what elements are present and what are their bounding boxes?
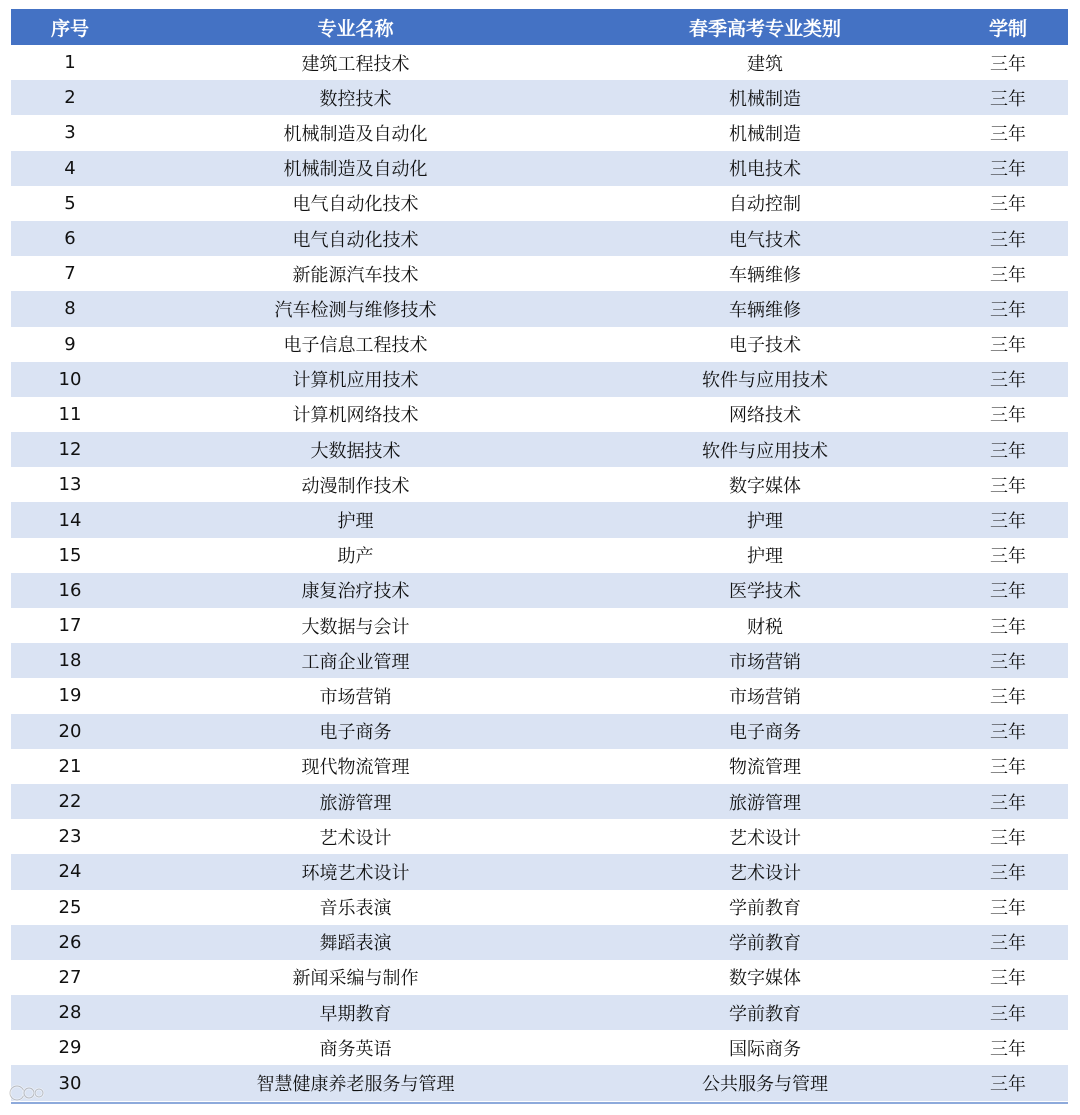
cell-duration: 三年 [948,854,1068,889]
cell-index: 27 [11,960,129,995]
cell-exam-category: 数字媒体 [582,467,948,502]
table-row [11,608,1068,643]
cell-exam-category: 数字媒体 [582,960,948,995]
table-row [11,80,1068,115]
header-major-name: 专业名称 [129,9,582,45]
cell-major-name: 电子信息工程技术 [129,327,582,362]
cell-index: 3 [11,115,129,150]
table-row [11,890,1068,925]
cell-major-name: 汽车检测与维修技术 [129,291,582,326]
cell-index: 14 [11,502,129,537]
table-row [11,186,1068,221]
cell-major-name: 机械制造及自动化 [129,151,582,186]
cell-major-name: 旅游管理 [129,784,582,819]
table-row [11,327,1068,362]
cell-duration: 三年 [948,221,1068,256]
cell-duration: 三年 [948,80,1068,115]
table-row [11,960,1068,995]
cell-major-name: 早期教育 [129,995,582,1030]
cell-exam-category: 软件与应用技术 [582,362,948,397]
cell-duration: 三年 [948,1030,1068,1065]
cell-exam-category: 机械制造 [582,80,948,115]
cell-major-name: 康复治疗技术 [129,573,582,608]
table-row [11,573,1068,608]
cell-index: 17 [11,608,129,643]
cell-index: 1 [11,45,129,80]
cell-index: 25 [11,890,129,925]
cell-exam-category: 学前教育 [582,925,948,960]
cell-major-name: 电气自动化技术 [129,186,582,221]
header-index: 序号 [11,9,129,45]
cell-duration: 三年 [948,467,1068,502]
cell-exam-category: 电气技术 [582,221,948,256]
cell-major-name: 助产 [129,538,582,573]
cell-major-name: 现代物流管理 [129,749,582,784]
cell-exam-category: 电子技术 [582,327,948,362]
cell-index: 19 [11,678,129,713]
cell-major-name: 环境艺术设计 [129,854,582,889]
cell-index: 5 [11,186,129,221]
header-exam-category: 春季高考专业类别 [582,9,948,45]
table-row [11,995,1068,1030]
cell-exam-category: 学前教育 [582,890,948,925]
cell-major-name: 电气自动化技术 [129,221,582,256]
cell-exam-category: 学前教育 [582,995,948,1030]
cell-exam-category: 医学技术 [582,573,948,608]
cell-duration: 三年 [948,573,1068,608]
cell-exam-category: 自动控制 [582,186,948,221]
cell-exam-category: 国际商务 [582,1030,948,1065]
cell-major-name: 计算机应用技术 [129,362,582,397]
cell-duration: 三年 [948,678,1068,713]
cell-duration: 三年 [948,1065,1068,1100]
cell-duration: 三年 [948,432,1068,467]
table-row [11,45,1068,80]
header-duration: 学制 [948,9,1068,45]
cell-major-name: 计算机网络技术 [129,397,582,432]
cell-duration: 三年 [948,643,1068,678]
cell-major-name: 舞蹈表演 [129,925,582,960]
cell-duration: 三年 [948,890,1068,925]
cell-index: 2 [11,80,129,115]
cell-duration: 三年 [948,186,1068,221]
cell-duration: 三年 [948,819,1068,854]
cell-major-name: 大数据技术 [129,432,582,467]
table-row [11,1065,1068,1100]
majors-table [11,9,1068,1101]
cell-exam-category: 旅游管理 [582,784,948,819]
cell-major-name: 新能源汽车技术 [129,256,582,291]
cell-duration: 三年 [948,327,1068,362]
cell-index: 23 [11,819,129,854]
cell-major-name: 动漫制作技术 [129,467,582,502]
cell-exam-category: 建筑 [582,45,948,80]
cell-duration: 三年 [948,749,1068,784]
table-body [11,45,1068,1101]
cell-exam-category: 护理 [582,502,948,537]
cell-major-name: 智慧健康养老服务与管理 [129,1065,582,1100]
cell-exam-category: 护理 [582,538,948,573]
table-row [11,291,1068,326]
cell-index: 21 [11,749,129,784]
cell-duration: 三年 [948,714,1068,749]
cell-duration: 三年 [948,502,1068,537]
table-header-row [11,9,1068,45]
cell-exam-category: 网络技术 [582,397,948,432]
table-row [11,819,1068,854]
table-row [11,397,1068,432]
cell-major-name: 数控技术 [129,80,582,115]
cell-index: 12 [11,432,129,467]
table-row [11,678,1068,713]
cell-index: 11 [11,397,129,432]
cell-exam-category: 电子商务 [582,714,948,749]
table-row [11,643,1068,678]
cell-index: 22 [11,784,129,819]
cell-index: 8 [11,291,129,326]
cell-exam-category: 物流管理 [582,749,948,784]
cell-exam-category: 市场营销 [582,643,948,678]
cell-duration: 三年 [948,960,1068,995]
cell-index: 13 [11,467,129,502]
cell-index: 24 [11,854,129,889]
cell-duration: 三年 [948,291,1068,326]
table-row [11,784,1068,819]
cell-exam-category: 车辆维修 [582,291,948,326]
table-row [11,432,1068,467]
table-row [11,221,1068,256]
table-bottom-rule [11,1102,1068,1104]
cell-major-name: 新闻采编与制作 [129,960,582,995]
cell-index: 18 [11,643,129,678]
cell-major-name: 建筑工程技术 [129,45,582,80]
cell-duration: 三年 [948,362,1068,397]
cell-major-name: 电子商务 [129,714,582,749]
table-row [11,151,1068,186]
cell-major-name: 机械制造及自动化 [129,115,582,150]
table-row [11,749,1068,784]
cell-duration: 三年 [948,115,1068,150]
cell-index: 9 [11,327,129,362]
table-row [11,925,1068,960]
table-row [11,854,1068,889]
cell-exam-category: 财税 [582,608,948,643]
cell-index: 30 [11,1065,129,1100]
cell-index: 26 [11,925,129,960]
majors-table-container [11,9,1068,1101]
table-row [11,538,1068,573]
cell-major-name: 市场营销 [129,678,582,713]
cell-duration: 三年 [948,151,1068,186]
cell-index: 15 [11,538,129,573]
cell-index: 16 [11,573,129,608]
cell-index: 7 [11,256,129,291]
cell-duration: 三年 [948,995,1068,1030]
cell-duration: 三年 [948,45,1068,80]
cell-major-name: 商务英语 [129,1030,582,1065]
cell-exam-category: 市场营销 [582,678,948,713]
table-row [11,362,1068,397]
cell-duration: 三年 [948,256,1068,291]
cell-index: 29 [11,1030,129,1065]
cell-exam-category: 艺术设计 [582,819,948,854]
cell-index: 20 [11,714,129,749]
cell-exam-category: 艺术设计 [582,854,948,889]
cell-major-name: 护理 [129,502,582,537]
cell-duration: 三年 [948,608,1068,643]
cell-duration: 三年 [948,538,1068,573]
cell-exam-category: 机械制造 [582,115,948,150]
cell-exam-category: 软件与应用技术 [582,432,948,467]
cell-exam-category: 机电技术 [582,151,948,186]
cell-index: 10 [11,362,129,397]
cell-duration: 三年 [948,784,1068,819]
cell-major-name: 音乐表演 [129,890,582,925]
cell-index: 6 [11,221,129,256]
table-row [11,256,1068,291]
table-row [11,115,1068,150]
cell-index: 4 [11,151,129,186]
cell-exam-category: 车辆维修 [582,256,948,291]
cell-exam-category: 公共服务与管理 [582,1065,948,1100]
cell-index: 28 [11,995,129,1030]
cell-duration: 三年 [948,925,1068,960]
table-row [11,502,1068,537]
table-row [11,467,1068,502]
cell-duration: 三年 [948,397,1068,432]
table-row [11,714,1068,749]
cell-major-name: 工商企业管理 [129,643,582,678]
cell-major-name: 大数据与会计 [129,608,582,643]
cell-major-name: 艺术设计 [129,819,582,854]
table-row [11,1030,1068,1065]
